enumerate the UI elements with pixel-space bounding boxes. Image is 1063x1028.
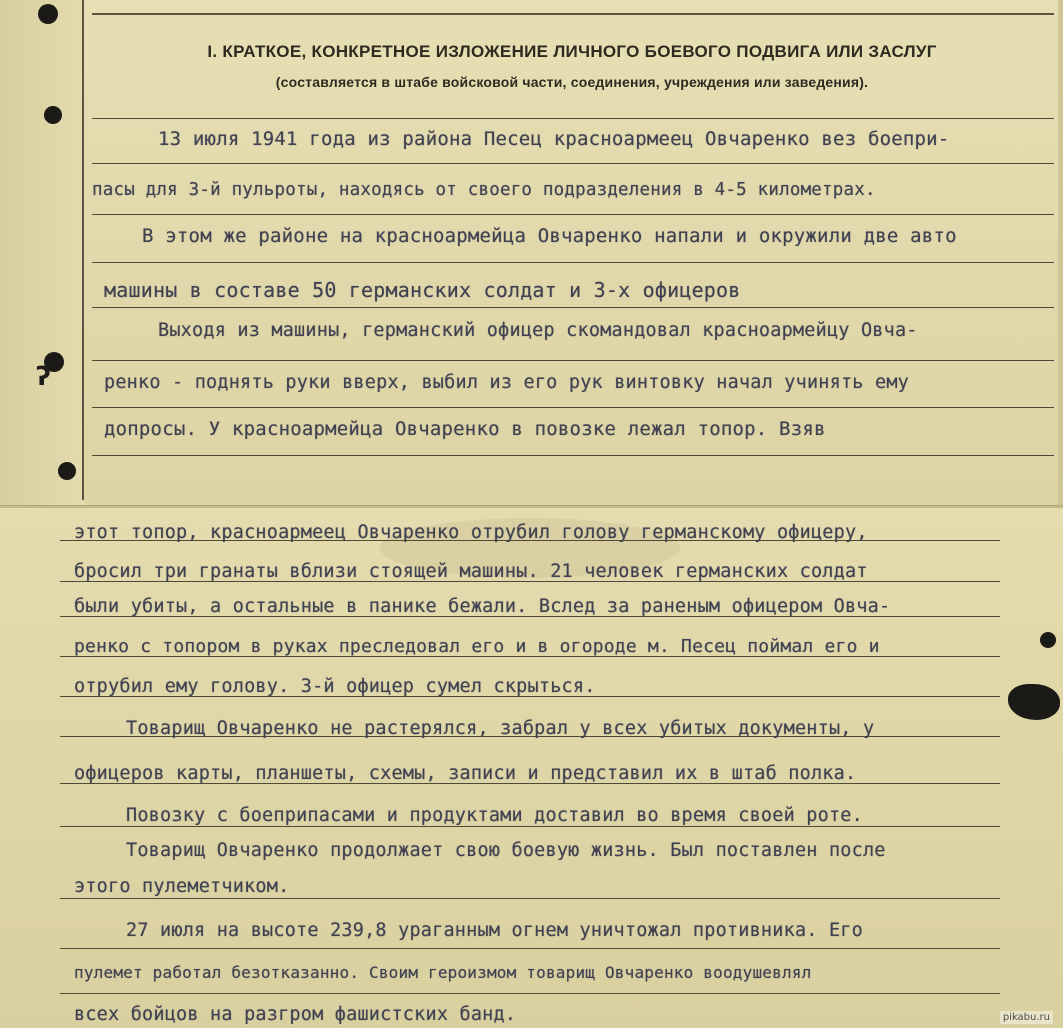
ruled-line [92, 360, 1054, 361]
punch-hole [1040, 632, 1056, 648]
typed-line: этого пулеметчиком. [74, 876, 290, 897]
ruled-line [92, 118, 1054, 119]
form-sheet-bottom [0, 508, 1063, 1028]
typed-line: Товарищ Овчаренко продолжает свою боевую жизнь. Был поставлен после [126, 840, 886, 861]
typed-line: 13 июля 1941 года из района Песец красноармеец Овчаренко вез боепри- [158, 128, 950, 150]
ruled-line [60, 898, 1000, 899]
typed-line: Повозку с боеприпасами и продуктами доставил во время своей роте. [126, 805, 863, 826]
typed-line: машины в составе 50 германских солдат и 3-х офицеров [104, 278, 741, 302]
ruled-line [92, 163, 1054, 164]
ruled-line [92, 262, 1054, 263]
ruled-line [92, 214, 1054, 215]
ink-blot [1008, 684, 1060, 720]
left-margin [0, 0, 84, 506]
typed-line: бросил три гранаты вблизи стоящей машины. 21 человек германских солдат [74, 561, 868, 582]
typed-line: Товарищ Овчаренко не растерялся, забрал у всех убитых документы, у [126, 718, 875, 739]
punch-hole [58, 462, 76, 480]
punch-hole [44, 106, 62, 124]
typed-line: ренко - поднять руки вверх, выбил из его рук винтовку начал учинять ему [104, 372, 909, 393]
typed-line: Выходя из машины, германский офицер скомандовал красноармейцу Овча- [158, 320, 918, 341]
form-section-subtitle: (составляется в штабе войсковой части, соединения, учреждения или заведения). [275, 74, 869, 90]
form-section-title: I. КРАТКОЕ, КОНКРЕТНОЕ ИЗЛОЖЕНИЕ ЛИЧНОГО БОЕВОГО ПОДВИГА ИЛИ ЗАСЛУГ [207, 42, 937, 61]
typed-line: допросы. У красноармейца Овчаренко в повозке лежал топор. Взяв [104, 418, 826, 440]
typed-line: этот топор, красноармеец Овчаренко отрубил голову германскому офицеру, [74, 522, 868, 543]
ruled-line [60, 948, 1000, 949]
typed-line: ренко с топором в руках преследовал его и в огороде м. Песец поймал его и [74, 636, 880, 657]
typed-line: 27 июля на высоте 239,8 ураганным огнем уничтожал противника. Его [126, 920, 863, 941]
typed-line: были убиты, а остальные в панике бежали. Вслед за раненым офицером Овча- [74, 596, 891, 617]
typed-line: офицеров карты, планшеты, схемы, записи и представил их в штаб полка. [74, 763, 857, 784]
typed-line: пулемет работал безотказанно. Своим героизмом товарищ Овчаренко воодушевлял [74, 963, 812, 982]
ruled-line [92, 307, 1054, 308]
form-sheet-top [0, 0, 1063, 506]
typed-line: В этом же районе на красноармейца Овчаренко напали и окружили две авто [142, 225, 957, 247]
ruled-line [92, 455, 1054, 456]
top-border-rule [92, 13, 1054, 15]
ruled-line [60, 993, 1000, 994]
typed-line: пасы для 3-й пульроты, находясь от своего подразделения в 4-5 километрах. [92, 180, 876, 200]
typed-line: отрубил ему голову. 3-й офицер сумел скрыться. [74, 676, 596, 697]
typed-line: всех бойцов на разгром фашистских банд. [74, 1004, 517, 1025]
ink-mark: ʔ [36, 362, 51, 392]
ruled-line [60, 826, 1000, 827]
site-watermark: pikabu.ru [1000, 1011, 1053, 1024]
ruled-line [92, 407, 1054, 408]
punch-hole [38, 4, 58, 24]
